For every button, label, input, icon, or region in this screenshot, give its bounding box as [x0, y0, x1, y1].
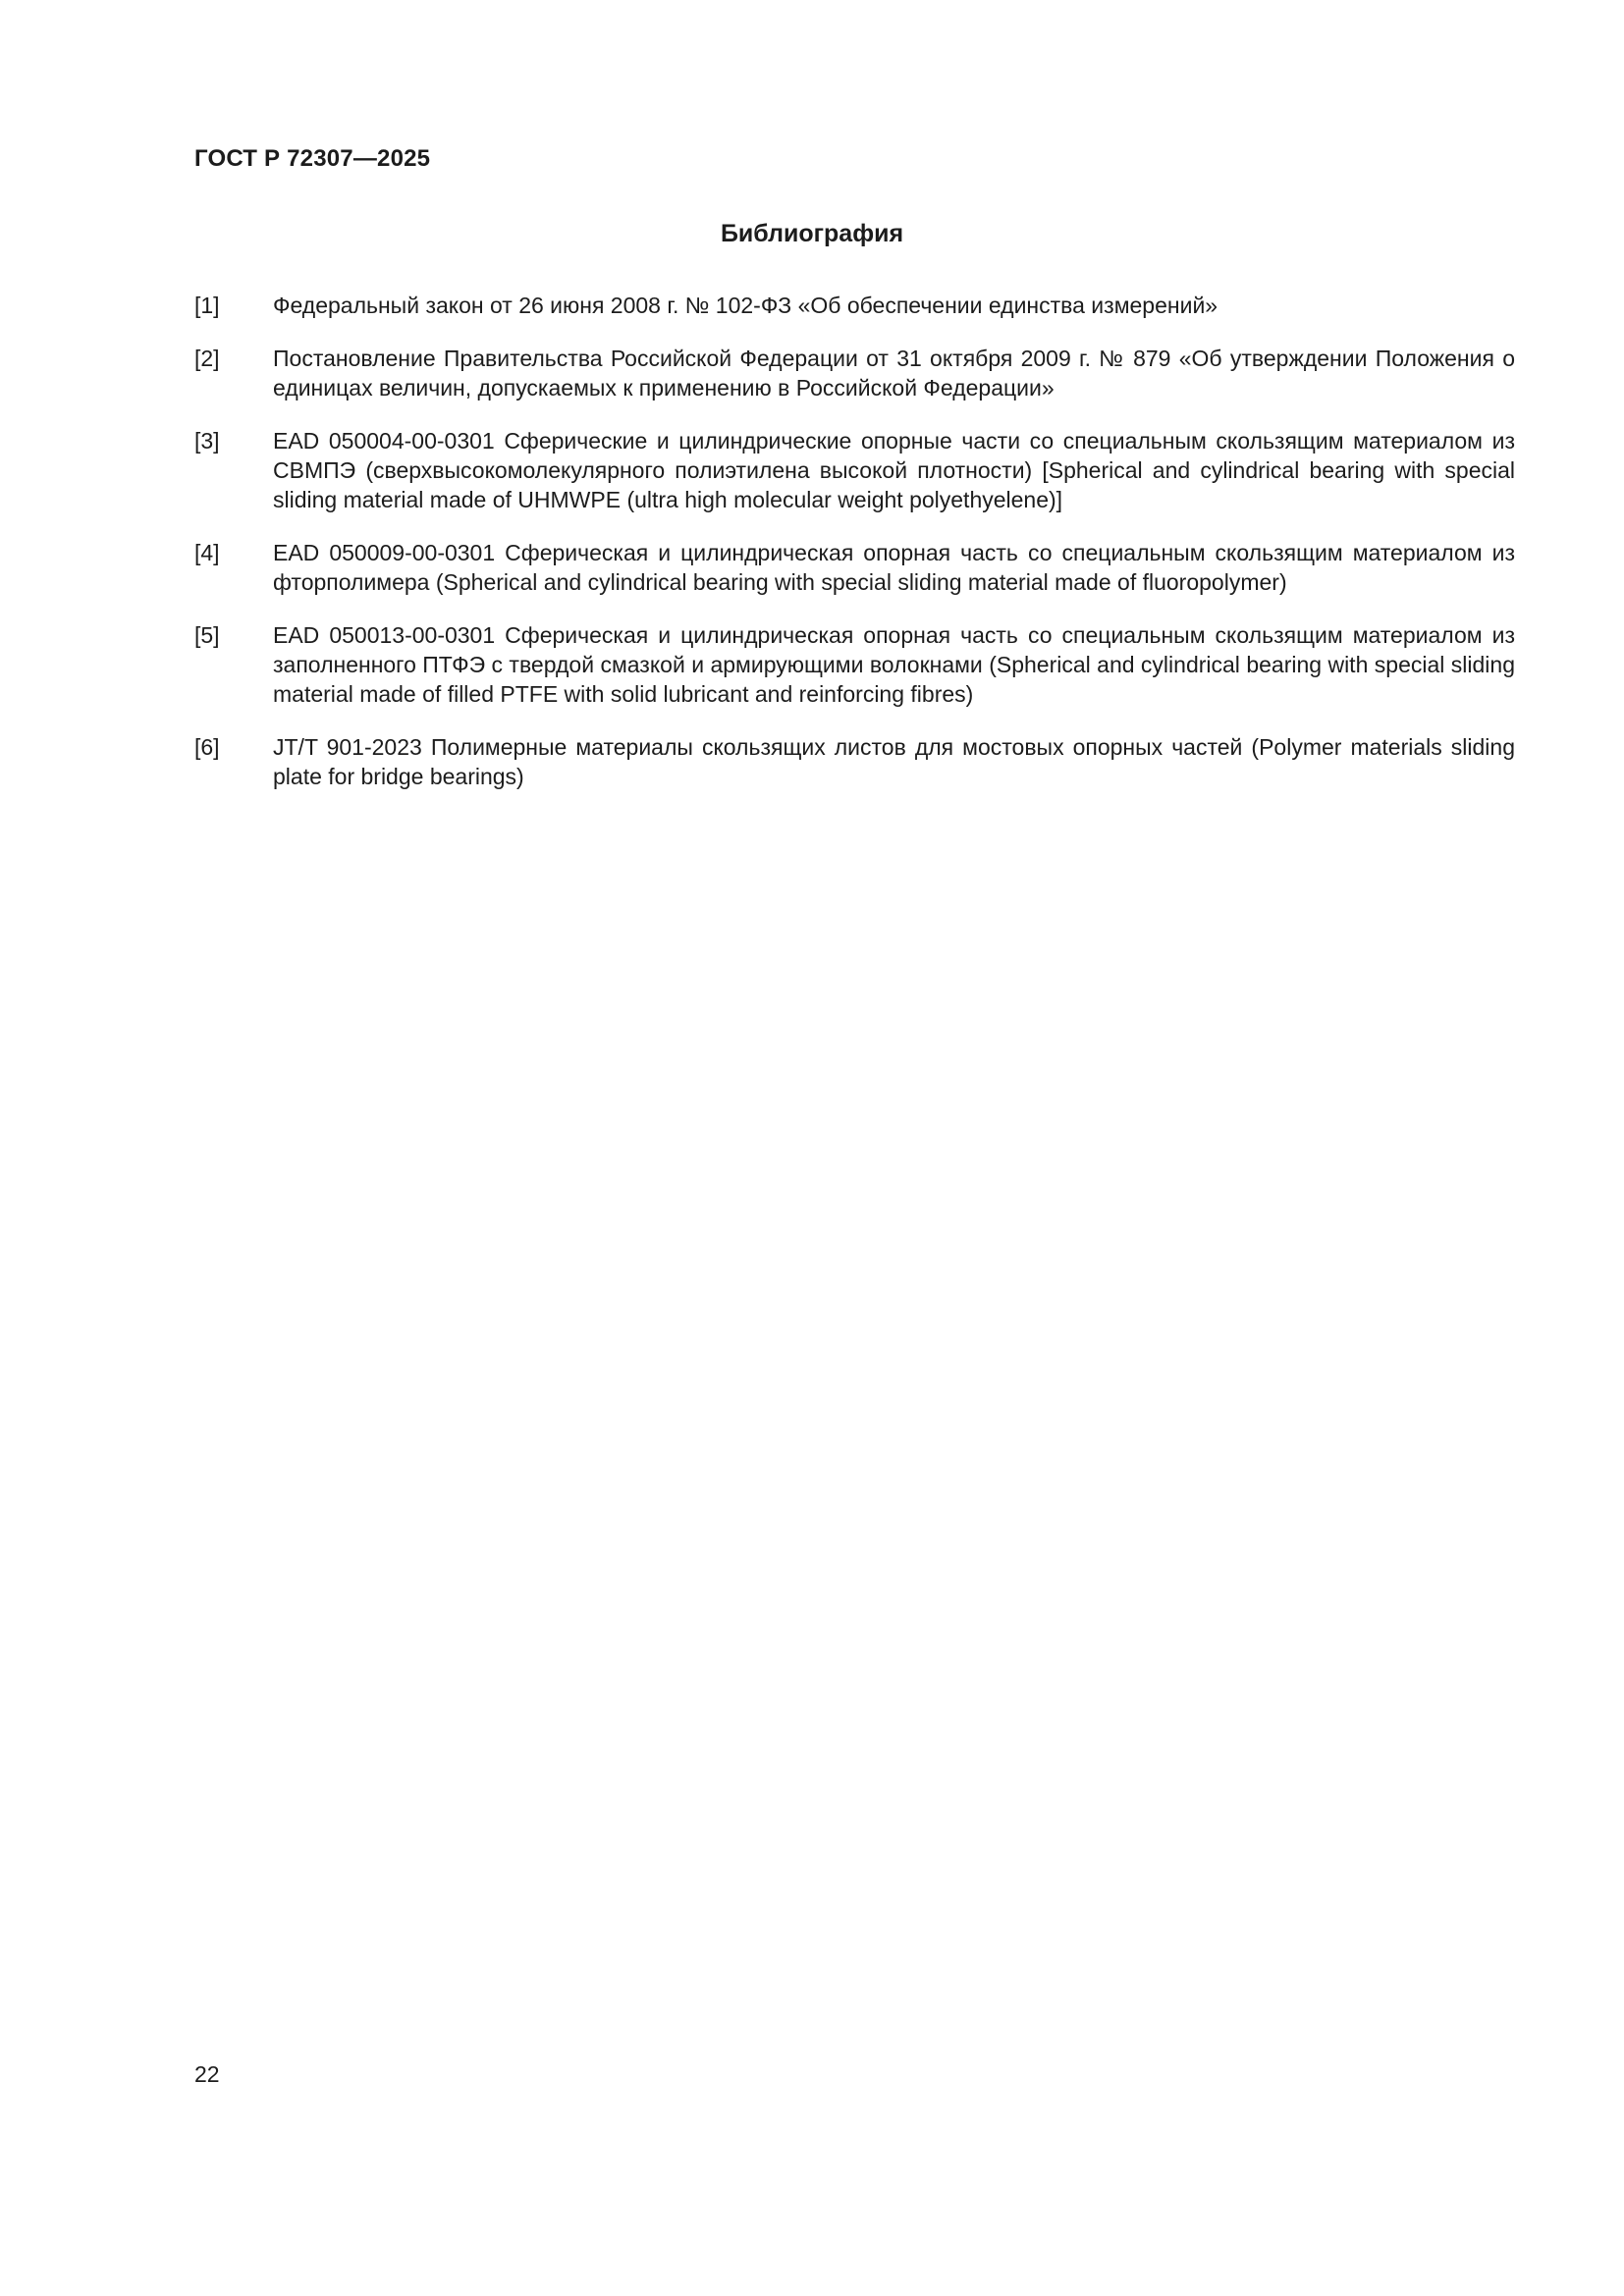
bibliography-entry [194, 732, 1515, 791]
entry-label: [4] [194, 540, 220, 565]
entry-text: EAD 050013-00-0301 Сферическая и цилиндрическая опорная часть со специальным скользящим материалом из заполненного ПТФЭ с твердой смазкой и армирующими волокнами (Spherical and cylindrical bearing with special sliding material made of filled PTFE with solid lubricant and reinforcing fibres) [273, 622, 1515, 707]
entry-label: [5] [194, 622, 220, 648]
entry-text: Постановление Правительства Российской Федерации от 31 октября 2009 г. № 879 «Об утверждении Положения о единицах величин, допускаемых к применению в Российской Федерации» [273, 346, 1515, 400]
bibliography-entry [194, 426, 1515, 514]
page-number: 22 [194, 2061, 220, 2087]
bibliography-list [194, 291, 1515, 815]
bibliography-entry [194, 291, 1515, 320]
entry-label: [2] [194, 346, 220, 371]
entry-text: EAD 050009-00-0301 Сферическая и цилиндрическая опорная часть со специальным скользящим материалом из фторполимера (Spherical and cylindrical bearing with special sliding material made of fluoropolymer) [273, 540, 1515, 595]
entry-text: JT/T 901-2023 Полимерные материалы скользящих листов для мостовых опорных частей (Polymer materials sliding plate for bridge bearings) [273, 734, 1515, 789]
entry-label: [6] [194, 734, 220, 760]
entry-text: Федеральный закон от 26 июня 2008 г. № 102-ФЗ «Об обеспечении единства измерений» [273, 293, 1218, 318]
bibliography-entry [194, 620, 1515, 709]
entry-label: [1] [194, 293, 220, 318]
entry-label: [3] [194, 428, 220, 454]
bibliography-entry [194, 344, 1515, 402]
document-header: ГОСТ Р 72307—2025 [194, 145, 431, 172]
bibliography-entry [194, 538, 1515, 597]
page-title: Библиография [720, 220, 904, 247]
entry-text: EAD 050004-00-0301 Сферические и цилиндрические опорные части со специальным скользящим материалом из СВМПЭ (сверхвысокомолекулярного полиэтилена высокой плотности) [Spherical and cylindrical bearing with special sliding material made of UHMWPE (ultra high molecular weight polyethyelene)] [273, 428, 1515, 512]
